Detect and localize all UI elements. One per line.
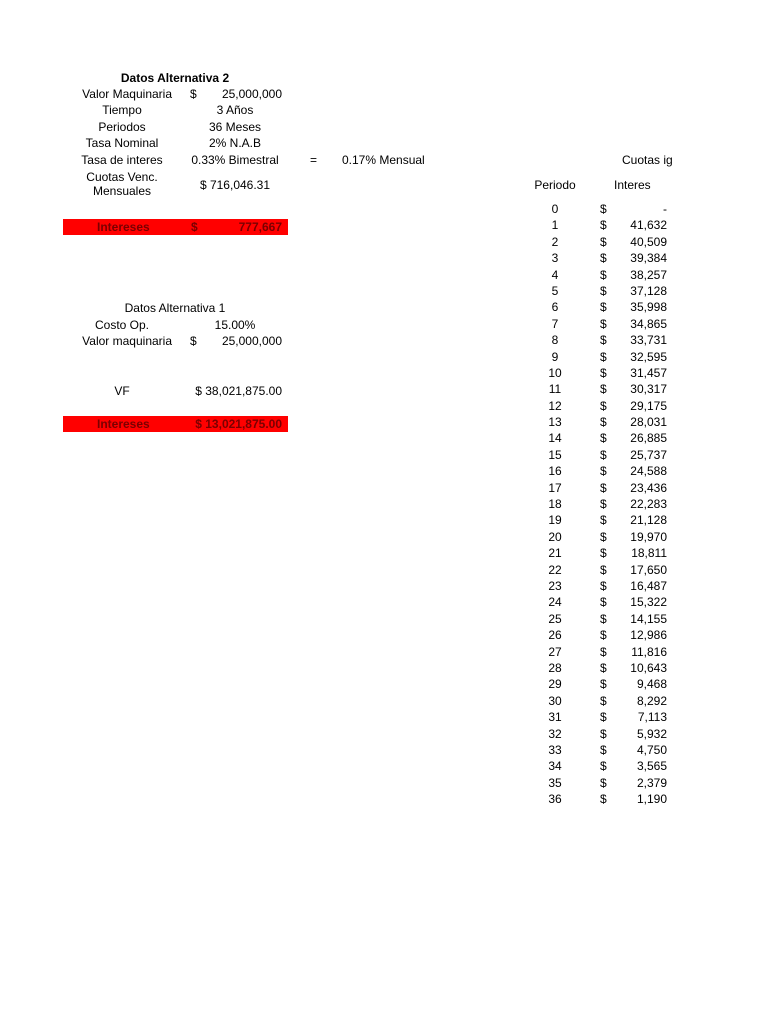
alt2-intereses-currency: $ (191, 220, 198, 234)
row-currency: $ (600, 415, 607, 430)
row-currency: $ (600, 677, 607, 692)
row-currency: $ (600, 300, 607, 315)
row-periodo: 29 (548, 677, 562, 692)
row-interes: - (663, 202, 667, 216)
row-interes: 18,811 (631, 546, 667, 561)
row-periodo: 28 (548, 660, 562, 675)
table-row (530, 742, 670, 758)
row-currency: $ (600, 546, 607, 561)
alt2-intereses-value: 777,667 (238, 220, 282, 234)
row-interes: 33,731 (630, 333, 667, 348)
table-row (530, 398, 670, 414)
table-row (530, 250, 670, 266)
row-currency: $ (600, 742, 607, 757)
row-interes: 28,031 (630, 415, 667, 430)
alt2-cuotas-label-line1: Cuotas Venc. (86, 170, 158, 184)
row-currency: $ (600, 218, 607, 233)
alt2-intereses-label: Intereses (97, 220, 150, 234)
row-currency: $ (600, 464, 607, 479)
alt2-cuotas-value: $ 716,046.31 (199, 178, 271, 192)
row-periodo: 8 (551, 333, 559, 348)
alt1-vf-label: VF (114, 384, 130, 398)
row-periodo: 34 (548, 759, 562, 774)
table-row (530, 791, 670, 807)
alt2-title: Datos Alternativa 2 (120, 71, 230, 85)
row-currency: $ (600, 251, 607, 266)
row-interes: 5,932 (636, 726, 667, 741)
row-periodo: 15 (548, 447, 562, 462)
row-interes: 14,155 (630, 611, 667, 626)
table-row (530, 512, 670, 528)
alt2-tasa-interes-label: Tasa de interes (81, 153, 163, 167)
interest-table-rows (530, 201, 670, 807)
alt2-periodos-label: Periodos (98, 120, 146, 134)
table-row (530, 496, 670, 512)
row-periodo: 27 (548, 644, 562, 659)
row-interes: 30,317 (630, 382, 667, 397)
table-row (530, 365, 670, 381)
alt2-cuotas-label (62, 170, 182, 198)
row-interes: 26,885 (630, 431, 667, 446)
row-currency: $ (600, 333, 607, 348)
row-periodo: 7 (551, 316, 559, 331)
alt2-intereses-band (63, 219, 288, 235)
row-periodo: 12 (548, 398, 562, 413)
row-interes: 11,816 (631, 644, 667, 659)
row-interes: 25,737 (630, 447, 667, 462)
row-interes: 12,986 (630, 628, 667, 643)
table-row (530, 381, 670, 397)
row-currency: $ (600, 365, 607, 380)
row-periodo: 14 (548, 431, 562, 446)
row-currency: $ (600, 775, 607, 790)
row-currency: $ (600, 611, 607, 626)
alt1-valor-value: 25,000,000 (221, 334, 282, 348)
row-currency: $ (600, 628, 607, 643)
row-periodo: 23 (548, 578, 562, 593)
row-currency: $ (600, 431, 607, 446)
row-currency: $ (600, 644, 607, 659)
table-row (530, 594, 670, 610)
alt2-tasa-nominal-label: Tasa Nominal (85, 136, 159, 150)
row-interes: 32,595 (630, 349, 667, 364)
row-periodo: 22 (548, 562, 562, 577)
alt1-valor-label: Valor maquinaria (82, 334, 172, 348)
row-interes: 4,750 (636, 742, 667, 757)
row-interes: 34,865 (630, 316, 667, 331)
row-periodo: 11 (548, 382, 562, 397)
table-row (530, 676, 670, 692)
table-row (530, 709, 670, 725)
row-interes: 15,322 (630, 595, 667, 610)
row-currency: $ (600, 497, 607, 512)
row-currency: $ (600, 529, 607, 544)
table-row (530, 480, 670, 496)
table-row (530, 562, 670, 578)
row-currency: $ (600, 726, 607, 741)
row-currency: $ (600, 693, 607, 708)
row-currency: $ (600, 382, 607, 397)
row-periodo: 3 (551, 251, 559, 266)
row-periodo: 19 (548, 513, 562, 528)
table-header-interes: Interes (614, 178, 651, 192)
row-interes: 10,643 (630, 660, 667, 675)
table-row (530, 611, 670, 627)
row-interes: 38,257 (630, 267, 667, 282)
row-interes: 40,509 (630, 234, 667, 249)
row-interes: 39,384 (630, 251, 667, 266)
table-row (530, 267, 670, 283)
row-interes: 17,650 (630, 562, 667, 577)
alt1-intereses-value: $ 13,021,875.00 (195, 417, 282, 431)
row-periodo: 24 (548, 595, 562, 610)
row-periodo: 10 (548, 365, 562, 380)
row-periodo: 16 (548, 464, 562, 479)
row-currency: $ (600, 759, 607, 774)
alt1-intereses-band (63, 416, 288, 432)
row-interes: 3,565 (636, 759, 667, 774)
alt2-valor-currency: $ (190, 87, 197, 101)
row-interes: 35,998 (630, 300, 667, 315)
table-row (530, 217, 670, 233)
table-row (530, 430, 670, 446)
alt2-valor-label: Valor Maquinaria (82, 87, 172, 101)
table-row (530, 529, 670, 545)
row-periodo: 26 (548, 628, 562, 643)
row-periodo: 31 (548, 710, 562, 725)
table-row (530, 775, 670, 791)
alt2-tasa-mensual: 0.17% Mensual (342, 153, 425, 167)
table-row (530, 463, 670, 479)
row-periodo: 35 (548, 775, 562, 790)
row-currency: $ (600, 447, 607, 462)
row-interes: 23,436 (630, 480, 667, 495)
row-currency: $ (600, 562, 607, 577)
row-currency: $ (600, 595, 607, 610)
alt2-tasa-nominal-value: 2% N.A.B (208, 136, 262, 150)
table-row (530, 545, 670, 561)
row-interes: 1,190 (636, 792, 667, 807)
table-row (530, 332, 670, 348)
row-currency: $ (600, 398, 607, 413)
table-row (530, 349, 670, 365)
table-row (530, 414, 670, 430)
row-interes: 19,970 (630, 529, 667, 544)
row-currency: $ (600, 578, 607, 593)
row-periodo: 0 (551, 202, 559, 216)
row-periodo: 17 (548, 480, 562, 495)
row-periodo: 1 (551, 218, 559, 233)
row-interes: 37,128 (630, 283, 667, 298)
row-currency: $ (600, 234, 607, 249)
row-periodo: 6 (551, 300, 559, 315)
alt2-tasa-interes-value: 0.33% Bimestral (191, 153, 279, 167)
alt1-intereses-label: Intereses (97, 417, 150, 431)
alt2-tiempo-label: Tiempo (102, 103, 142, 117)
alt1-vf-value: $ 38,021,875.00 (195, 384, 282, 398)
table-row (530, 578, 670, 594)
alt2-valor-value: 25,000,000 (221, 87, 282, 101)
row-interes: 24,588 (630, 464, 667, 479)
row-interes: 16,487 (630, 578, 667, 593)
row-currency: $ (600, 710, 607, 725)
row-periodo: 4 (551, 267, 559, 282)
row-currency: $ (600, 349, 607, 364)
table-row (530, 758, 670, 774)
row-periodo: 25 (548, 611, 562, 626)
row-currency: $ (600, 792, 607, 807)
row-currency: $ (600, 316, 607, 331)
row-periodo: 30 (548, 693, 562, 708)
table-row (530, 627, 670, 643)
row-periodo: 21 (548, 546, 562, 561)
table-row (530, 693, 670, 709)
row-periodo: 5 (551, 283, 559, 298)
row-periodo: 13 (548, 415, 562, 430)
table-header-periodo: Periodo (534, 178, 576, 192)
row-interes: 41,632 (630, 218, 667, 233)
table-row (530, 299, 670, 315)
row-interes: 8,292 (636, 693, 667, 708)
row-periodo: 33 (548, 742, 562, 757)
table-row (530, 660, 670, 676)
row-currency: $ (600, 267, 607, 282)
row-periodo: 2 (551, 234, 559, 249)
row-currency: $ (600, 202, 607, 216)
alt2-tiempo-value: 3 Años (216, 103, 254, 117)
row-interes: 9,468 (636, 677, 667, 692)
table-row (530, 726, 670, 742)
row-interes: 7,113 (637, 710, 667, 725)
row-interes: 21,128 (630, 513, 667, 528)
row-currency: $ (600, 480, 607, 495)
alt2-cuotas-label-line2: Mensuales (92, 184, 152, 198)
table-row (530, 283, 670, 299)
table-row (530, 201, 670, 217)
alt1-valor-currency: $ (190, 334, 197, 348)
row-currency: $ (600, 513, 607, 528)
alt2-equals-sign: = (310, 153, 318, 167)
alt1-costo-value: 15.00% (214, 318, 256, 332)
alt1-title: Datos Alternativa 1 (124, 301, 226, 315)
row-interes: 31,457 (630, 365, 667, 380)
alt1-costo-label: Costo Op. (94, 318, 150, 332)
row-periodo: 36 (548, 792, 562, 807)
row-interes: 2,379 (636, 775, 667, 790)
alt2-periodos-value: 36 Meses (208, 120, 262, 134)
row-interes: 29,175 (630, 398, 667, 413)
table-row (530, 447, 670, 463)
row-currency: $ (600, 283, 607, 298)
row-periodo: 32 (548, 726, 562, 741)
row-periodo: 18 (548, 497, 562, 512)
row-periodo: 20 (548, 529, 562, 544)
table-row (530, 644, 670, 660)
table-title: Cuotas ig (622, 153, 673, 167)
table-row (530, 316, 670, 332)
row-periodo: 9 (551, 349, 559, 364)
row-currency: $ (600, 660, 607, 675)
row-interes: 22,283 (630, 497, 667, 512)
table-row (530, 234, 670, 250)
